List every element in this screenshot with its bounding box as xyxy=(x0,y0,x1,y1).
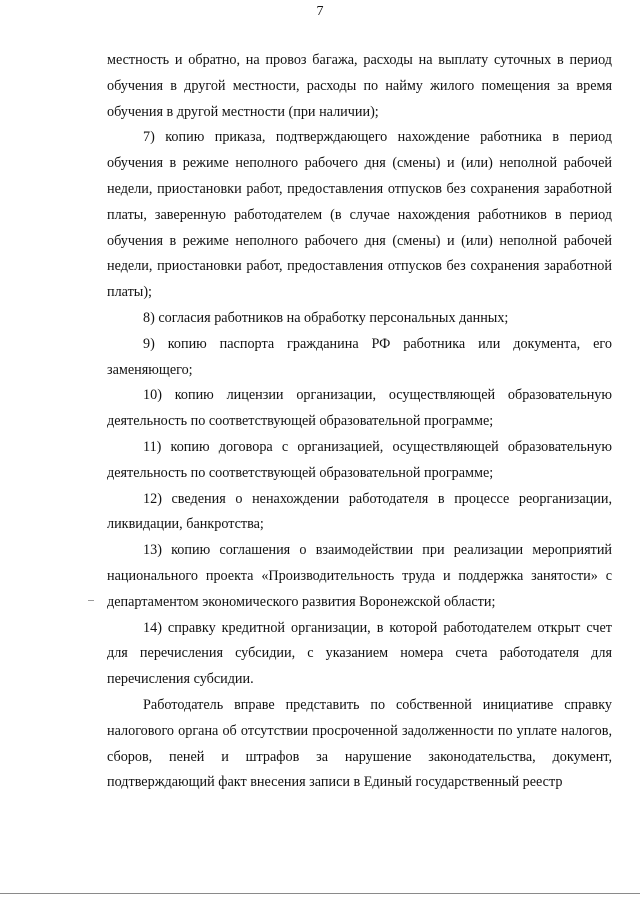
list-item-13: 13) копию соглашения о взаимодействии при реализации мероприятий национального проекта «Производительность труда и поддержка занятости» с департаментом экономического развития Воронежской области; xyxy=(107,542,612,610)
list-item-11: 11) копию договора с организацией, осуществляющей образовательную деятельность по соответствующей образовательной программе; xyxy=(107,438,612,481)
closing-paragraph: Работодатель вправе представить по собственной инициативе справку налогового органа об отсутствии просроченной задолженности по уплате налогов, сборов, пеней и штрафов за нарушение законодательства, документ, подтверждающий факт внесения записи в Единый государственный реестр xyxy=(107,696,612,791)
document-body xyxy=(107,48,612,796)
list-item-7: 7) копию приказа, подтверждающего нахождение работника в период обучения в режиме неполного рабочего дня (смены) и (или) неполной рабочей недели, приостановки работ, предоставления отпусков без сохранения заработной платы, заверенную работодателем (в случае нахождения работников в период обучения в режиме неполного рабочего дня (смены) и (или) неполной рабочей недели, приостановки работ, предоставления отпусков без сохранения заработной платы); xyxy=(107,129,612,301)
list-item-9: 9) копию паспорта гражданина РФ работника или документа, его заменяющего; xyxy=(107,335,612,378)
list-item-8: 8) согласия работников на обработку персональных данных; xyxy=(143,309,509,326)
paragraph-continuation: местность и обратно, на провоз багажа, расходы на выплату суточных в период обучения в другой местности, расходы по найму жилого помещения за время обучения в другой местности (при наличии); xyxy=(107,52,612,120)
page-number: 7 xyxy=(316,4,324,19)
list-item-10: 10) копию лицензии организации, осуществляющей образовательную деятельность по соответствующей образовательной программе; xyxy=(107,387,612,430)
list-item-14: 14) справку кредитной организации, в которой работодателем открыт счет для перечисления субсидии, с указанием номера счета работодателя для перечисления субсидии. xyxy=(107,619,612,688)
scan-bottom-edge xyxy=(0,893,640,894)
scan-margin-mark xyxy=(88,600,94,601)
list-item-12: 12) сведения о ненахождении работодателя в процессе реорганизации, ликвидации, банкротства; xyxy=(107,490,612,533)
